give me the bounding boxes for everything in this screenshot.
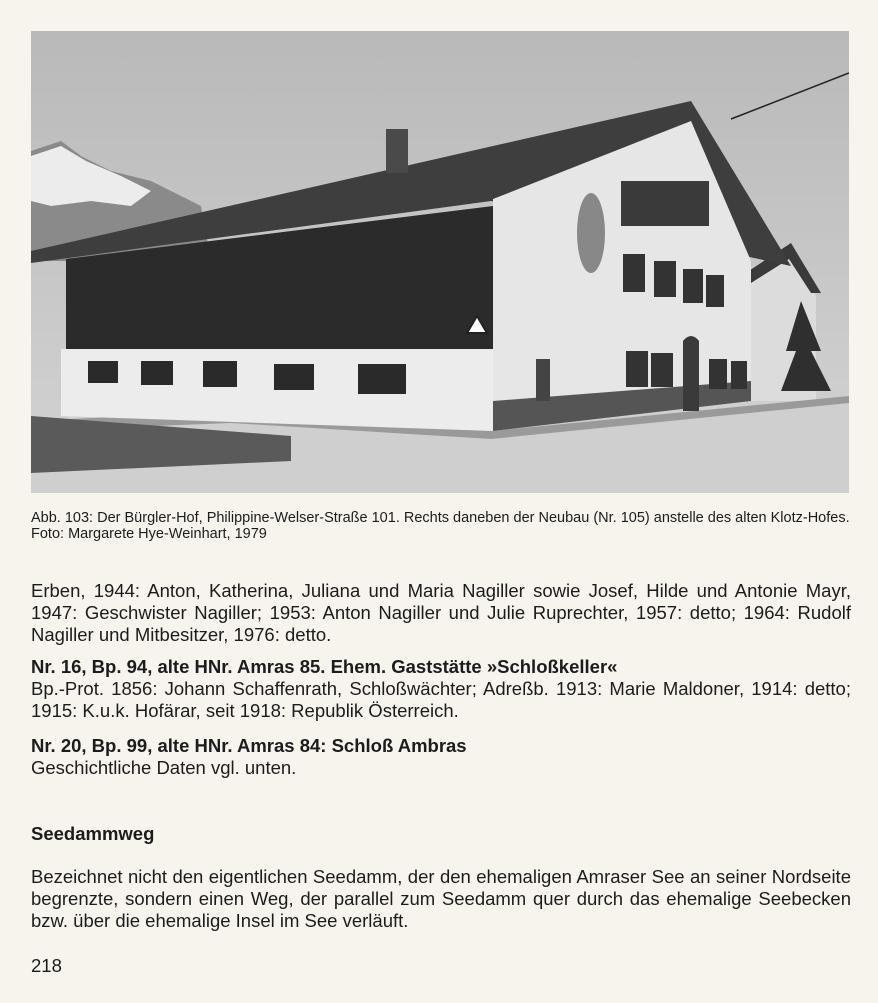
photo-buergler-hof — [31, 31, 849, 493]
figure-caption — [31, 510, 851, 542]
entry-heading: Nr. 20, Bp. 99, alte HNr. Amras 84: Schloß Ambras — [31, 735, 467, 756]
page-number: 218 — [31, 955, 62, 976]
caption-credit: Foto: Margarete Hye-Weinhart, 1979 — [31, 526, 267, 542]
section-heading: Seedammweg — [31, 823, 155, 844]
entry-nr20 — [31, 735, 851, 779]
section-paragraph: Bezeichnet nicht den eigentlichen Seedamm, der den ehemaligen Amraser See an seiner Nordseite begrenzte, sondern einen Weg, der parallel zum Seedamm quer durch das ehemalige Seebecken bzw. über die ehemalige Insel im See verläuft. — [31, 866, 851, 931]
entry-nr16 — [31, 656, 851, 722]
entry-text: Geschichtliche Daten vgl. unten. — [31, 757, 297, 778]
entry-text: Bp.-Prot. 1856: Johann Schaffenrath, Schloßwächter; Adreßb. 1913: Marie Maldoner, 1914: detto; 1915: K.u.k. Hofärar, seit 1918: Republik Österreich. — [31, 678, 851, 721]
paragraph-heirs: Erben, 1944: Anton, Katherina, Juliana und Maria Nagiller sowie Josef, Hilde und Antonie Mayr, 1947: Geschwister Nagiller; 1953: Anton Nagiller und Julie Ruprechter, 1957: detto; 1964: Rudolf Nagiller und Mitbesitzer, 1976: detto. — [31, 580, 851, 645]
entry-heading: Nr. 16, Bp. 94, alte HNr. Amras 85. Ehem. Gaststätte »Schloßkeller« — [31, 656, 618, 677]
caption-text: Abb. 103: Der Bürgler-Hof, Philippine-Welser-Straße 101. Rechts daneben der Neubau (Nr. 105) anstelle des alten Klotz-Hofes. — [31, 510, 850, 526]
